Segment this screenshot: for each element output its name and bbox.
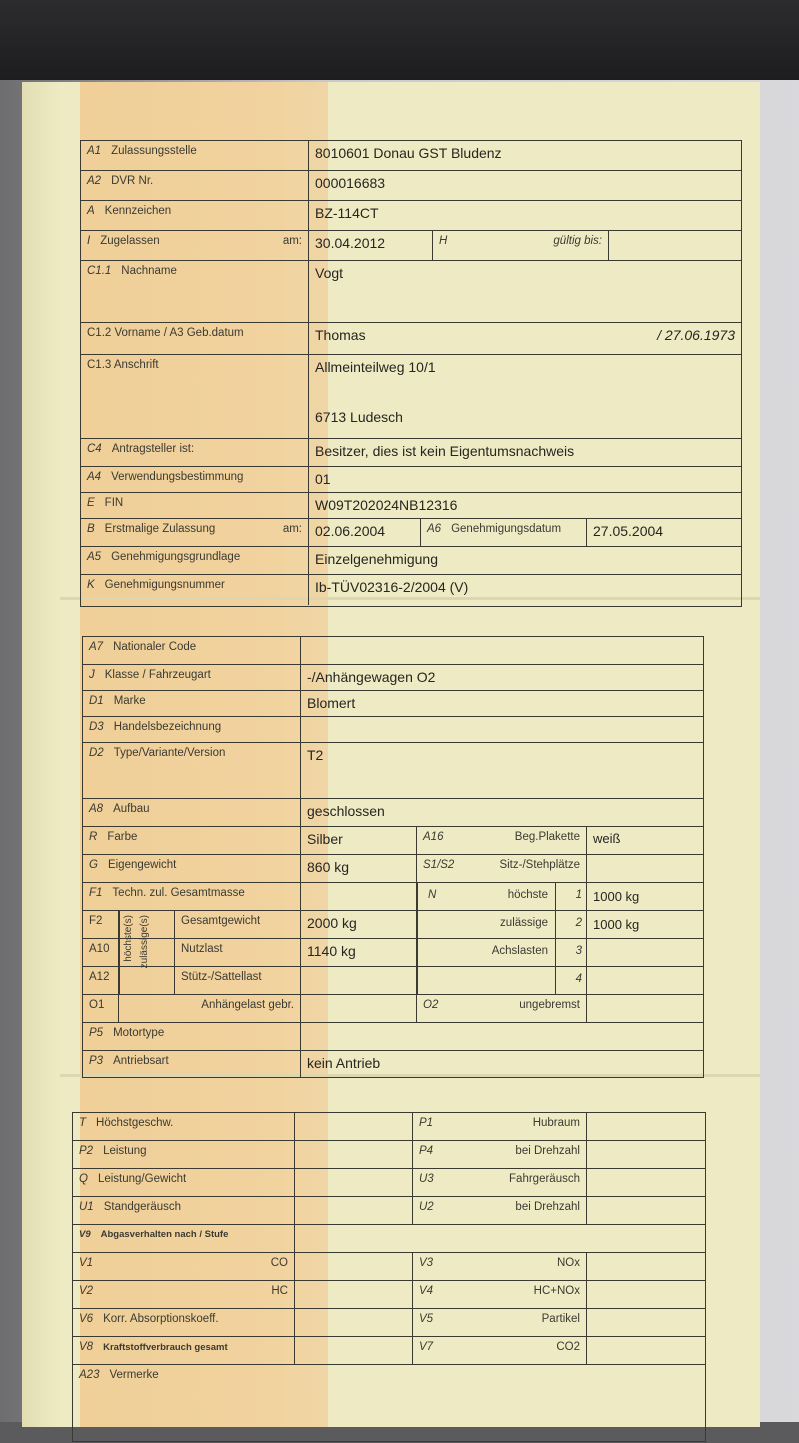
label-gesamtgewicht: Gesamtgewicht: [175, 911, 301, 938]
code-v6: V6: [79, 1313, 94, 1325]
value-antragsteller: Besitzer, dies ist kein Eigentumsnachweis: [315, 443, 575, 459]
label-hc-nox: HC+NOx: [533, 1285, 580, 1297]
row-p2: [73, 1141, 705, 1169]
value-eigengewicht: 860 kg: [301, 855, 417, 882]
row-a8: [83, 799, 703, 827]
label-hubraum: Hubraum: [532, 1117, 580, 1129]
value-erstzulassung: 02.06.2004: [309, 519, 421, 546]
value-fin: W09T202024NB12316: [315, 497, 458, 513]
value-farbe: Silber: [301, 827, 417, 854]
label-erstzulassung: Erstmalige Zulassung: [104, 523, 216, 535]
code-a5: A5: [87, 551, 102, 563]
label-type: Type/Variante/Version: [113, 747, 226, 759]
section-vehicle: [82, 636, 704, 1078]
row-a: [81, 201, 741, 231]
code-p1: P1: [419, 1117, 434, 1129]
code-k: K: [87, 579, 95, 591]
value-gesamtmasse: [301, 883, 417, 910]
code-p2: P2: [79, 1145, 94, 1157]
code-f2: F2: [83, 911, 119, 938]
code-v7: V7: [419, 1341, 434, 1353]
code-p4: P4: [419, 1145, 434, 1157]
value-anschrift-line2: 6713 Ludesch: [315, 409, 403, 425]
value-genehmigungsgrundlage: Einzelgenehmigung: [315, 551, 438, 567]
value-marke: Blomert: [307, 695, 356, 711]
value-stuetzlast: [301, 967, 417, 994]
value-vorname: Thomas: [315, 327, 366, 343]
label-eigengewicht: Eigengewicht: [107, 859, 177, 871]
row-b: [81, 519, 741, 547]
code-a23: A23: [79, 1369, 100, 1381]
achslasten-label-box: [417, 883, 587, 995]
label-a2: DVR Nr.: [111, 175, 154, 187]
row-k: [81, 575, 741, 605]
code-t: T: [79, 1117, 87, 1129]
vertical-label-box: [119, 911, 175, 995]
label-partikel: Partikel: [541, 1313, 580, 1325]
label-achslasten: Achslasten: [491, 945, 548, 957]
label-sitzplaetze: Sitz-/Stehplätze: [499, 859, 580, 871]
label-genehmigungsnummer: Genehmigungsnummer: [104, 579, 225, 591]
row-v8: [73, 1337, 705, 1365]
row-a1: [81, 141, 741, 171]
label-hoechstgeschw: Höchstgeschw.: [96, 1117, 174, 1129]
code-u3: U3: [419, 1173, 434, 1185]
row-v9: [73, 1225, 705, 1253]
label-fahrgeraeusch: Fahrgeräusch: [509, 1173, 580, 1185]
code-v9: V9: [79, 1229, 91, 1240]
code-n: N: [428, 889, 437, 901]
code-v5: V5: [419, 1313, 434, 1325]
row-p3: [83, 1051, 703, 1077]
label-drehzahl: bei Drehzahl: [515, 1201, 580, 1213]
code-q: Q: [79, 1173, 88, 1185]
label-genehmigungsdatum: Genehmigungsdatum: [451, 523, 562, 535]
code-b: B: [87, 523, 95, 535]
code-r: R: [89, 831, 98, 843]
label-ungebremst: ungebremst: [519, 999, 580, 1011]
label-nachname: Nachname: [121, 265, 177, 277]
code-d3: D3: [89, 721, 104, 733]
value-nachname: Vogt: [315, 265, 344, 281]
axle-number: 1: [575, 889, 582, 901]
row-d2: [83, 743, 703, 799]
row-a23: [73, 1365, 705, 1443]
code-c4: C4: [87, 443, 102, 455]
label-nox: NOx: [557, 1257, 580, 1269]
value-achse-2: 1000 kg: [593, 917, 640, 932]
label-marke: Marke: [113, 695, 146, 707]
value-anhaengelast: [301, 995, 417, 1022]
value-verwendung: 01: [315, 471, 331, 487]
row-j: [83, 665, 703, 691]
label-hc: HC: [271, 1285, 288, 1297]
label-antragsteller: Antragsteller ist:: [111, 443, 195, 455]
label-kennzeichen: Kennzeichen: [104, 205, 172, 217]
code-a2: A2: [87, 175, 102, 187]
value-type: T2: [307, 747, 324, 763]
row-v6: [73, 1309, 705, 1337]
value-nutzlast: 1140 kg: [301, 939, 417, 966]
label-drehzahl: bei Drehzahl: [515, 1145, 580, 1157]
value-nationaler-code: [301, 637, 703, 664]
label-farbe: Farbe: [107, 831, 138, 843]
label-kraftstoffverbrauch: Kraftstoffverbrauch gesamt: [103, 1342, 228, 1353]
row-c12: [81, 323, 741, 355]
row-a5: [81, 547, 741, 575]
value-aufbau: geschlossen: [307, 803, 385, 819]
registration-document: [22, 82, 760, 1427]
code-a12: A12: [83, 967, 119, 994]
code-v4: V4: [419, 1285, 434, 1297]
row-v2: [73, 1281, 705, 1309]
label-anschrift: C1.3 Anschrift: [81, 355, 309, 438]
label-anhaengelast: Anhängelast gebr.: [119, 995, 301, 1022]
value-genehmigungsdatum: 27.05.2004: [593, 523, 664, 539]
value-gueltig-bis: [609, 231, 741, 260]
label-genehmigungsgrundlage: Genehmigungsgrundlage: [111, 551, 241, 563]
label-gueltig-bis: gültig bis:: [553, 235, 602, 247]
label-co: CO: [270, 1257, 288, 1269]
code-d1: D1: [89, 695, 104, 707]
section-technical: [72, 1112, 706, 1442]
label-hoechste: höchste: [507, 889, 548, 901]
value-handelsbezeichnung: [301, 717, 703, 742]
label-absorptionskoeff: Korr. Absorptionskoeff.: [103, 1313, 219, 1325]
label-vorname: C1.2 Vorname / A3 Geb.datum: [81, 323, 309, 354]
code-d2: D2: [89, 747, 104, 759]
label-handelsbezeichnung: Handelsbezeichnung: [113, 721, 222, 733]
label-am: am:: [282, 523, 302, 535]
label-leistung-gewicht: Leistung/Gewicht: [97, 1173, 187, 1185]
label-co2: CO2: [556, 1341, 580, 1353]
code-a: A: [87, 205, 95, 217]
code-a1: A1: [87, 145, 102, 157]
code-h: H: [439, 235, 448, 247]
row-c13: [81, 355, 741, 439]
label-am: am:: [282, 235, 302, 247]
label-vermerke: Vermerke: [109, 1369, 159, 1381]
label-standgeraeusch: Standgeräusch: [103, 1201, 182, 1213]
label-verwendung: Verwendungsbestimmung: [111, 471, 244, 483]
row-r: [83, 827, 703, 855]
code-v1: V1: [79, 1257, 94, 1269]
code-v3: V3: [419, 1257, 434, 1269]
code-a10: A10: [83, 939, 119, 966]
value-genehmigungsnummer: Ib-TÜV02316-2/2004 (V): [315, 579, 469, 595]
row-q: [73, 1169, 705, 1197]
value-zulassungsstelle: 8010601 Donau GST Bludenz: [315, 145, 502, 161]
background-top: [0, 0, 799, 80]
label-nutzlast: Nutzlast: [175, 939, 301, 966]
code-p3: P3: [89, 1055, 104, 1067]
label-klasse: Klasse / Fahrzeugart: [104, 669, 211, 681]
label-motortype: Motortype: [113, 1027, 165, 1039]
row-a2: [81, 171, 741, 201]
label-plakette: Beg.Plakette: [514, 831, 580, 843]
code-p5: P5: [89, 1027, 104, 1039]
value-ungebremst: [587, 995, 703, 1022]
code-s1s2: S1/S2: [423, 859, 455, 871]
label-zulaessige-s: zulässige(s): [139, 915, 150, 969]
code-u2: U2: [419, 1201, 434, 1213]
code-v8: V8: [79, 1341, 94, 1353]
row-e: [81, 493, 741, 519]
value-plakette: weiß: [593, 831, 621, 846]
value-geburtsdatum: / 27.06.1973: [657, 327, 735, 343]
axle-number: 3: [575, 945, 582, 957]
code-i: I: [87, 235, 91, 247]
axle-number: 2: [575, 917, 582, 929]
axle-number: 4: [575, 973, 582, 985]
value-dvr: 000016683: [315, 175, 386, 191]
label-zugelassen: Zugelassen: [100, 235, 160, 247]
row-a4: [81, 467, 741, 493]
code-o1: O1: [83, 995, 119, 1022]
code-a6: A6: [427, 523, 442, 535]
row-c11: [81, 261, 741, 323]
code-a8: A8: [89, 803, 104, 815]
label-nationaler-code: Nationaler Code: [113, 641, 197, 653]
code-a16: A16: [423, 831, 444, 843]
code-o2: O2: [423, 999, 439, 1011]
row-i: [81, 231, 741, 261]
label-a1: Zulassungsstelle: [111, 145, 197, 157]
value-gesamtgewicht: 2000 kg: [301, 911, 417, 938]
code-a7: A7: [89, 641, 104, 653]
label-stuetzlast: Stütz-/Sattellast: [175, 967, 301, 994]
code-f1: F1: [89, 887, 103, 899]
code-g: G: [89, 859, 98, 871]
label-abgasverhalten: Abgasverhalten nach / Stufe: [100, 1229, 229, 1240]
code-e: E: [87, 497, 95, 509]
label-gesamtmasse: Techn. zul. Gesamtmasse: [112, 887, 245, 899]
row-d3: [83, 717, 703, 743]
code-j: J: [89, 669, 95, 681]
row-u1: [73, 1197, 705, 1225]
row-a7: [83, 637, 703, 665]
label-hoechste-s: höchste(s): [123, 915, 134, 962]
row-d1: [83, 691, 703, 717]
label-antriebsart: Antriebsart: [113, 1055, 169, 1067]
row-c4: [81, 439, 741, 467]
label-fin: FIN: [104, 497, 124, 509]
row-t: [73, 1113, 705, 1141]
label-zulaessige: zulässige: [500, 917, 548, 929]
value-motortype: [301, 1023, 703, 1050]
section-registration: [80, 140, 742, 607]
value-zugelassen: 30.04.2012: [309, 231, 433, 260]
value-anschrift-line1: Allmeinteilweg 10/1: [315, 359, 436, 375]
value-klasse: -/Anhängewagen O2: [307, 669, 436, 685]
row-g: [83, 855, 703, 883]
value-antriebsart: kein Antrieb: [307, 1055, 381, 1071]
code-a4: A4: [87, 471, 102, 483]
label-leistung: Leistung: [103, 1145, 147, 1157]
value-kennzeichen: BZ-114CT: [315, 205, 379, 221]
code-c11: C1.1: [87, 265, 112, 277]
row-v1: [73, 1253, 705, 1281]
label-aufbau: Aufbau: [113, 803, 150, 815]
row-o1: [83, 995, 703, 1023]
achslasten-values: [587, 883, 703, 995]
value-achse-1: 1000 kg: [593, 889, 640, 904]
row-p5: [83, 1023, 703, 1051]
code-u1: U1: [79, 1201, 94, 1213]
code-v2: V2: [79, 1285, 94, 1297]
